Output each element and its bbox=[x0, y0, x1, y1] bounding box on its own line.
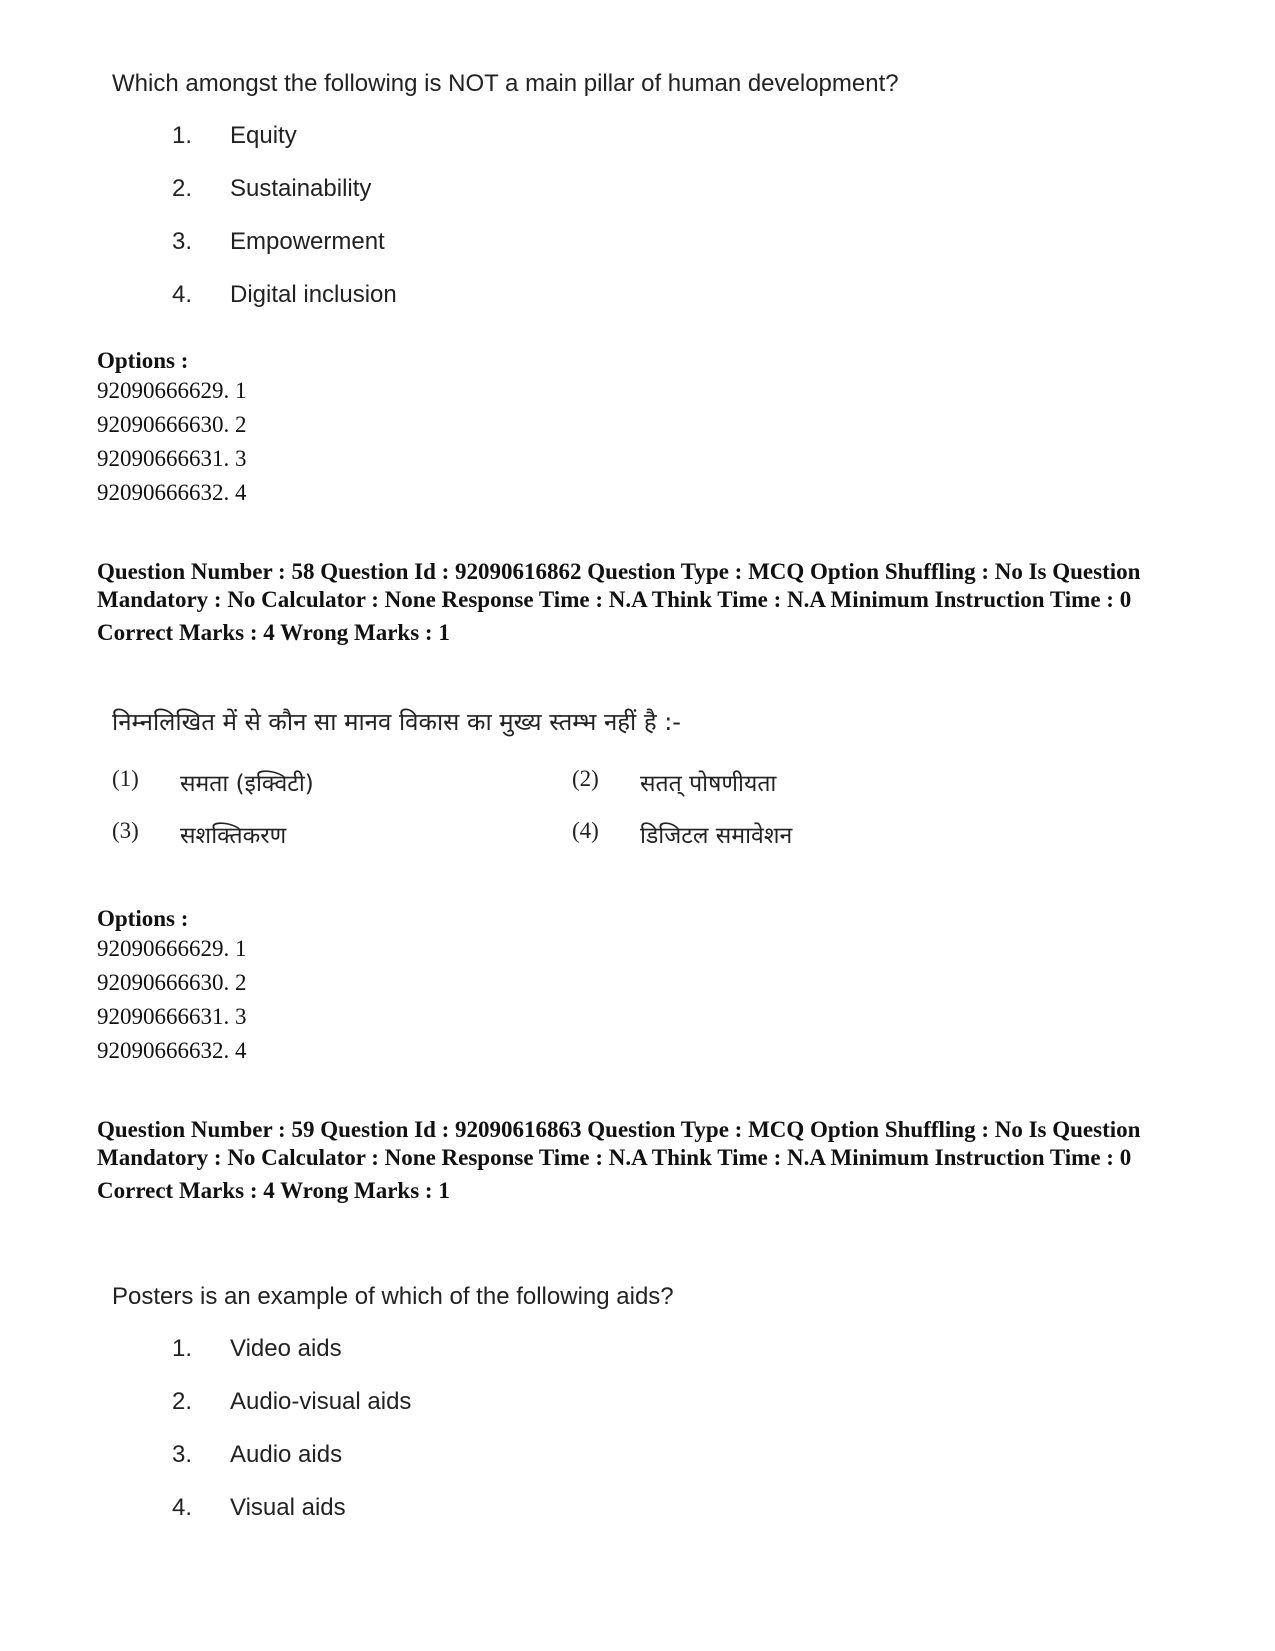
option-line: 92090666631. 3 bbox=[97, 1004, 247, 1029]
choice-item bbox=[572, 818, 972, 850]
question-57-block bbox=[112, 70, 899, 334]
choice-number: 1. bbox=[172, 1335, 193, 1362]
choice-number: 2. bbox=[172, 1388, 193, 1415]
choice-label: Digital inclusion bbox=[230, 281, 397, 308]
choice-label: Sustainability bbox=[230, 175, 372, 202]
choice-item bbox=[172, 1441, 674, 1494]
choice-number: 4. bbox=[172, 281, 193, 308]
choice-number: 4. bbox=[172, 1494, 193, 1521]
question-58-header bbox=[97, 558, 1197, 646]
choice-number: 2. bbox=[172, 175, 193, 202]
option-line: 92090666630. 2 bbox=[97, 412, 247, 437]
choice-grid-hindi bbox=[112, 766, 972, 850]
option-line: 92090666631. 3 bbox=[97, 446, 247, 471]
choice-item bbox=[112, 766, 572, 798]
question-59-block bbox=[112, 1283, 674, 1547]
choice-label: Audio aids bbox=[230, 1441, 343, 1468]
choice-label: Video aids bbox=[230, 1335, 342, 1362]
choice-label: समता (इक्विटी) bbox=[180, 771, 314, 797]
question-meta: Question Number : 59 Question Id : 92090616863 Question Type : MCQ Option Shuffling : No Is Question Mandatory : No Calculator : None Response Time : N.A Think Time : N.A Minimum Instruction Time : 0 bbox=[97, 1117, 1141, 1170]
option-line: 92090666632. 4 bbox=[97, 1038, 247, 1063]
choice-label: Audio-visual aids bbox=[230, 1388, 412, 1415]
options-block-57 bbox=[97, 348, 247, 514]
choice-item bbox=[172, 1335, 674, 1388]
question-text-hindi: निम्नलिखित में से कौन सा मानव विकास का मुख्य स्तम्भ नहीं है :- bbox=[112, 708, 681, 736]
choice-item bbox=[172, 122, 899, 175]
option-line: 92090666632. 4 bbox=[97, 480, 247, 505]
choice-label: सशक्तिकरण bbox=[180, 823, 287, 849]
question-text: Which amongst the following is NOT a main pillar of human development? bbox=[112, 70, 899, 97]
choice-label: Visual aids bbox=[230, 1494, 346, 1521]
options-heading: Options : bbox=[97, 348, 189, 373]
choice-item bbox=[172, 1494, 674, 1547]
choice-number: 1. bbox=[172, 122, 193, 149]
choice-number: (2) bbox=[572, 766, 599, 791]
choice-list bbox=[172, 1335, 674, 1547]
choice-item bbox=[572, 766, 972, 798]
choice-item bbox=[172, 228, 899, 281]
choice-number: (4) bbox=[572, 818, 599, 843]
choice-label: Empowerment bbox=[230, 228, 385, 255]
choice-item bbox=[172, 1388, 674, 1441]
option-line: 92090666629. 1 bbox=[97, 936, 247, 961]
question-meta: Question Number : 58 Question Id : 92090616862 Question Type : MCQ Option Shuffling : No Is Question Mandatory : No Calculator : None Response Time : N.A Think Time : N.A Minimum Instruction Time : 0 bbox=[97, 559, 1141, 612]
choice-number: (3) bbox=[112, 818, 139, 843]
choice-list bbox=[172, 122, 899, 334]
choice-number: 3. bbox=[172, 1441, 193, 1468]
question-58-block bbox=[112, 705, 972, 850]
question-marks: Correct Marks : 4 Wrong Marks : 1 bbox=[97, 1178, 450, 1203]
question-marks: Correct Marks : 4 Wrong Marks : 1 bbox=[97, 620, 450, 645]
question-text: Posters is an example of which of the following aids? bbox=[112, 1283, 674, 1310]
question-59-header bbox=[97, 1116, 1197, 1204]
choice-item bbox=[172, 281, 899, 334]
option-line: 92090666629. 1 bbox=[97, 378, 247, 403]
choice-label: Equity bbox=[230, 122, 297, 149]
option-line: 92090666630. 2 bbox=[97, 970, 247, 995]
choice-item bbox=[172, 175, 899, 228]
choice-number: (1) bbox=[112, 766, 139, 791]
options-heading: Options : bbox=[97, 906, 189, 931]
choice-label: सतत् पोषणीयता bbox=[640, 771, 777, 797]
choice-item bbox=[112, 818, 572, 850]
choice-label: डिजिटल समावेशन bbox=[640, 823, 793, 849]
options-block-58 bbox=[97, 906, 247, 1072]
choice-number: 3. bbox=[172, 228, 193, 255]
